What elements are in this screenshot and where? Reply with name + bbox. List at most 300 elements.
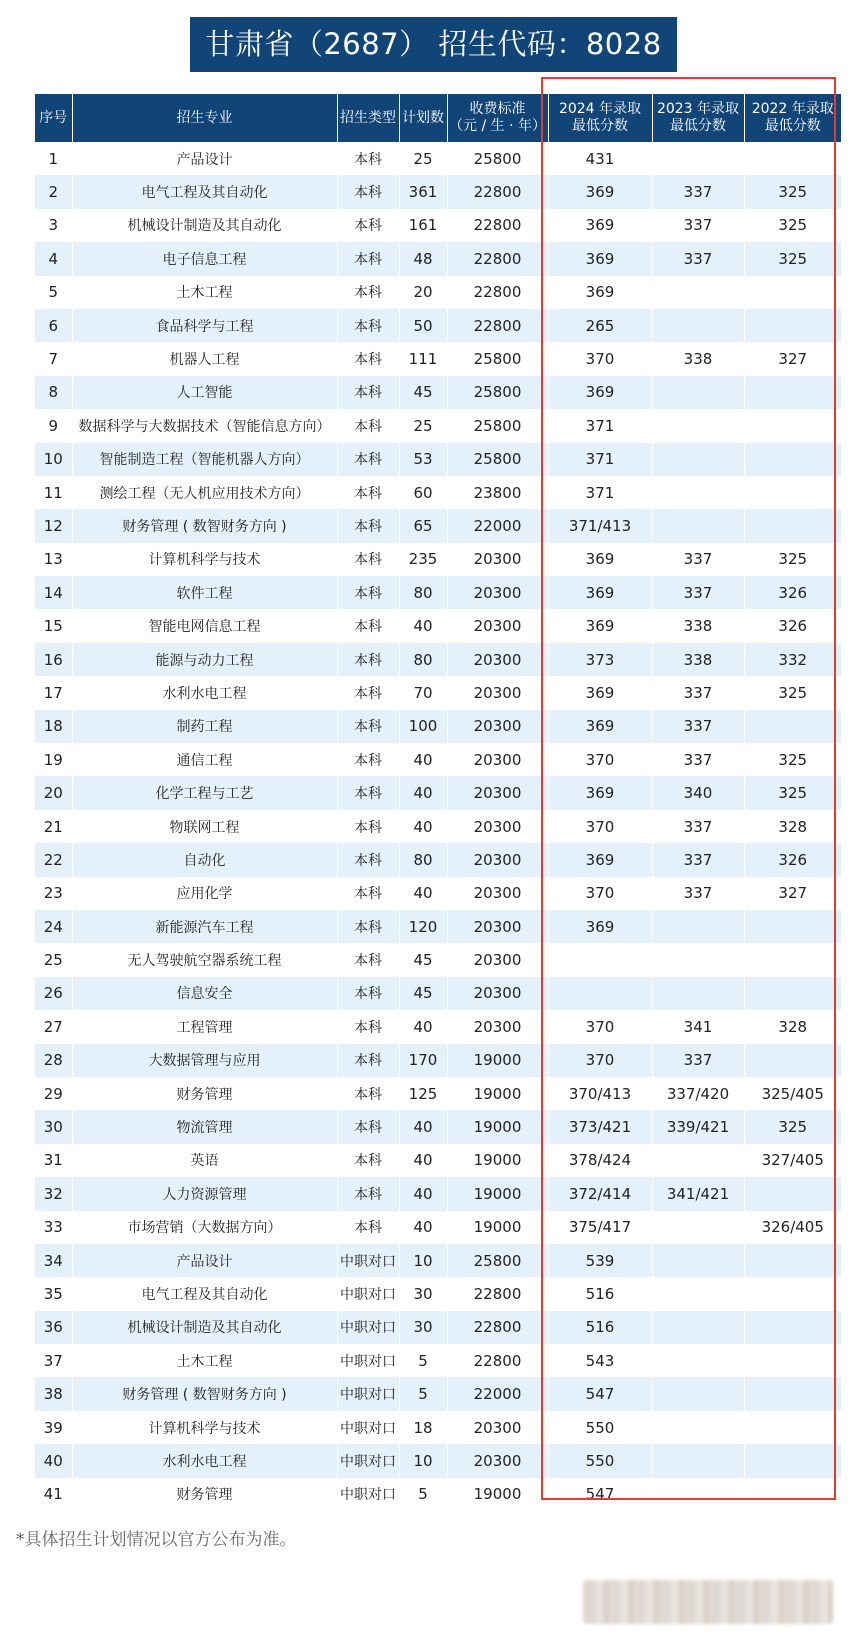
admission-table <box>35 94 841 1511</box>
cell-score-2023: 337 <box>652 810 744 843</box>
cell-score-2024: 543 <box>548 1344 652 1377</box>
cell-score-2024: 370 <box>548 743 652 776</box>
cell-score-2024: 265 <box>548 309 652 342</box>
cell-fee: 25800 <box>447 1244 548 1277</box>
cell-no: 25 <box>35 943 72 976</box>
cell-score-2024: 369 <box>548 376 652 409</box>
table-row <box>35 710 841 743</box>
table-row <box>35 376 841 409</box>
cell-no: 34 <box>35 1244 72 1277</box>
cell-plan: 45 <box>399 977 447 1010</box>
cell-fee: 20300 <box>447 1010 548 1043</box>
cell-no: 26 <box>35 977 72 1010</box>
cell-major: 电气工程及其自动化 <box>72 1277 337 1310</box>
table-row <box>35 1478 841 1511</box>
cell-plan: 48 <box>399 242 447 275</box>
cell-major: 电子信息工程 <box>72 242 337 275</box>
cell-plan: 40 <box>399 1144 447 1177</box>
cell-no: 28 <box>35 1044 72 1077</box>
cell-score-2022 <box>744 943 841 976</box>
cell-type: 本科 <box>337 576 399 609</box>
table-row <box>35 643 841 676</box>
cell-score-2024: 370 <box>548 1044 652 1077</box>
cell-score-2022: 326 <box>744 609 841 642</box>
cell-score-2023: 337 <box>652 175 744 208</box>
cell-major: 市场营销（大数据方向） <box>72 1211 337 1244</box>
page-title: 甘肃省（2687） 招生代码：8028 <box>190 17 677 72</box>
table-row <box>35 509 841 542</box>
cell-score-2022 <box>744 476 841 509</box>
cell-score-2024: 547 <box>548 1478 652 1511</box>
header-2023 <box>652 94 744 142</box>
cell-plan: 161 <box>399 209 447 242</box>
cell-score-2024: 550 <box>548 1411 652 1444</box>
cell-score-2022: 328 <box>744 1010 841 1043</box>
cell-major: 电气工程及其自动化 <box>72 175 337 208</box>
cell-type: 中职对口 <box>337 1411 399 1444</box>
cell-score-2022: 325 <box>744 676 841 709</box>
table-row <box>35 1277 841 1310</box>
cell-type: 本科 <box>337 543 399 576</box>
cell-major: 工程管理 <box>72 1010 337 1043</box>
cell-no: 13 <box>35 543 72 576</box>
cell-type: 本科 <box>337 175 399 208</box>
cell-major: 财务管理 ( 数智财务方向 ) <box>72 1377 337 1410</box>
cell-no: 8 <box>35 376 72 409</box>
header-2024-line2: 最低分数 <box>572 118 628 134</box>
cell-plan: 170 <box>399 1044 447 1077</box>
cell-plan: 40 <box>399 743 447 776</box>
cell-major: 物联网工程 <box>72 810 337 843</box>
table-row <box>35 242 841 275</box>
cell-score-2022 <box>744 1044 841 1077</box>
header-no: 序号 <box>35 94 72 142</box>
cell-score-2024: 371/413 <box>548 509 652 542</box>
cell-score-2023: 337 <box>652 743 744 776</box>
cell-type: 本科 <box>337 276 399 309</box>
cell-plan: 25 <box>399 142 447 175</box>
cell-no: 38 <box>35 1377 72 1410</box>
cell-major: 智能电网信息工程 <box>72 609 337 642</box>
table-row <box>35 609 841 642</box>
cell-no: 2 <box>35 175 72 208</box>
cell-fee: 20300 <box>447 977 548 1010</box>
cell-major: 机械设计制造及其自动化 <box>72 1311 337 1344</box>
cell-type: 本科 <box>337 843 399 876</box>
cell-fee: 22800 <box>447 276 548 309</box>
cell-score-2022 <box>744 443 841 476</box>
cell-score-2023 <box>652 1311 744 1344</box>
cell-major: 产品设计 <box>72 142 337 175</box>
cell-fee: 20300 <box>447 776 548 809</box>
cell-score-2022 <box>744 1444 841 1477</box>
cell-plan: 80 <box>399 843 447 876</box>
cell-type: 本科 <box>337 776 399 809</box>
cell-score-2022: 326 <box>744 843 841 876</box>
cell-type: 本科 <box>337 676 399 709</box>
cell-fee: 20300 <box>447 643 548 676</box>
cell-score-2022: 327 <box>744 342 841 375</box>
header-fee-line1: 收费标准 <box>469 101 526 117</box>
cell-score-2024: 373 <box>548 643 652 676</box>
cell-type: 本科 <box>337 977 399 1010</box>
cell-type: 本科 <box>337 943 399 976</box>
cell-score-2024: 431 <box>548 142 652 175</box>
cell-score-2022 <box>744 309 841 342</box>
cell-no: 32 <box>35 1177 72 1210</box>
cell-major: 英语 <box>72 1144 337 1177</box>
cell-plan: 5 <box>399 1478 447 1511</box>
cell-plan: 10 <box>399 1444 447 1477</box>
cell-score-2023: 337 <box>652 877 744 910</box>
cell-score-2023 <box>652 1444 744 1477</box>
cell-type: 本科 <box>337 1010 399 1043</box>
cell-score-2024: 375/417 <box>548 1211 652 1244</box>
cell-score-2022: 326 <box>744 576 841 609</box>
cell-type: 本科 <box>337 810 399 843</box>
cell-no: 21 <box>35 810 72 843</box>
cell-score-2022 <box>744 1478 841 1511</box>
cell-score-2023 <box>652 1377 744 1410</box>
cell-score-2023 <box>652 476 744 509</box>
cell-score-2022: 332 <box>744 643 841 676</box>
cell-plan: 70 <box>399 676 447 709</box>
cell-plan: 10 <box>399 1244 447 1277</box>
cell-score-2023 <box>652 1144 744 1177</box>
cell-fee: 22800 <box>447 1277 548 1310</box>
cell-no: 6 <box>35 309 72 342</box>
cell-no: 19 <box>35 743 72 776</box>
cell-type: 本科 <box>337 1110 399 1143</box>
cell-score-2024: 369 <box>548 776 652 809</box>
cell-score-2022 <box>744 1311 841 1344</box>
cell-major: 水利水电工程 <box>72 1444 337 1477</box>
cell-type: 本科 <box>337 242 399 275</box>
cell-major: 机器人工程 <box>72 342 337 375</box>
cell-major: 制药工程 <box>72 710 337 743</box>
cell-score-2022 <box>744 710 841 743</box>
cell-score-2023 <box>652 409 744 442</box>
blurred-watermark <box>583 1580 833 1624</box>
cell-type: 中职对口 <box>337 1478 399 1511</box>
cell-type: 本科 <box>337 376 399 409</box>
cell-plan: 20 <box>399 276 447 309</box>
cell-major: 财务管理 <box>72 1077 337 1110</box>
cell-no: 3 <box>35 209 72 242</box>
cell-fee: 19000 <box>447 1110 548 1143</box>
cell-plan: 80 <box>399 643 447 676</box>
cell-plan: 40 <box>399 1110 447 1143</box>
cell-no: 17 <box>35 676 72 709</box>
cell-score-2024: 369 <box>548 242 652 275</box>
cell-major: 土木工程 <box>72 276 337 309</box>
cell-score-2023: 338 <box>652 609 744 642</box>
cell-no: 18 <box>35 710 72 743</box>
cell-score-2023 <box>652 943 744 976</box>
cell-plan: 40 <box>399 776 447 809</box>
cell-major: 无人驾驶航空器系统工程 <box>72 943 337 976</box>
cell-type: 本科 <box>337 142 399 175</box>
cell-fee: 19000 <box>447 1044 548 1077</box>
table-row <box>35 877 841 910</box>
cell-score-2024: 369 <box>548 910 652 943</box>
cell-plan: 40 <box>399 810 447 843</box>
cell-score-2023: 337 <box>652 543 744 576</box>
cell-plan: 18 <box>399 1411 447 1444</box>
cell-major: 测绘工程（无人机应用技术方向） <box>72 476 337 509</box>
cell-plan: 25 <box>399 409 447 442</box>
table-row <box>35 576 841 609</box>
cell-score-2024: 373/421 <box>548 1110 652 1143</box>
cell-fee: 22800 <box>447 1311 548 1344</box>
table-row <box>35 175 841 208</box>
cell-major: 产品设计 <box>72 1244 337 1277</box>
cell-type: 中职对口 <box>337 1377 399 1410</box>
cell-plan: 361 <box>399 175 447 208</box>
cell-score-2022 <box>744 376 841 409</box>
cell-fee: 25800 <box>447 376 548 409</box>
cell-major: 机械设计制造及其自动化 <box>72 209 337 242</box>
table-row <box>35 776 841 809</box>
cell-score-2022 <box>744 142 841 175</box>
cell-score-2023: 338 <box>652 342 744 375</box>
cell-fee: 20300 <box>447 543 548 576</box>
cell-score-2022: 325 <box>744 175 841 208</box>
cell-fee: 20300 <box>447 810 548 843</box>
cell-score-2023: 341 <box>652 1010 744 1043</box>
cell-type: 本科 <box>337 743 399 776</box>
cell-score-2024: 372/414 <box>548 1177 652 1210</box>
cell-type: 本科 <box>337 1044 399 1077</box>
cell-no: 23 <box>35 877 72 910</box>
cell-score-2022 <box>744 509 841 542</box>
cell-fee: 25800 <box>447 443 548 476</box>
cell-score-2022 <box>744 977 841 1010</box>
cell-score-2023 <box>652 376 744 409</box>
cell-score-2023: 339/421 <box>652 1110 744 1143</box>
cell-no: 33 <box>35 1211 72 1244</box>
cell-score-2022 <box>744 1377 841 1410</box>
cell-major: 计算机科学与技术 <box>72 543 337 576</box>
cell-type: 中职对口 <box>337 1344 399 1377</box>
header-fee <box>447 94 548 142</box>
cell-type: 本科 <box>337 1211 399 1244</box>
cell-type: 本科 <box>337 609 399 642</box>
footnote: *具体招生计划情况以官方公布为准。 <box>16 1530 297 1550</box>
table-row <box>35 276 841 309</box>
cell-score-2024: 369 <box>548 576 652 609</box>
cell-major: 自动化 <box>72 843 337 876</box>
cell-fee: 22800 <box>447 1344 548 1377</box>
cell-no: 5 <box>35 276 72 309</box>
header-major: 招生专业 <box>72 94 337 142</box>
cell-type: 本科 <box>337 1077 399 1110</box>
cell-score-2024: 516 <box>548 1311 652 1344</box>
cell-fee: 23800 <box>447 476 548 509</box>
cell-score-2023 <box>652 977 744 1010</box>
cell-score-2024: 369 <box>548 676 652 709</box>
cell-fee: 22800 <box>447 175 548 208</box>
cell-score-2024: 550 <box>548 1444 652 1477</box>
cell-fee: 20300 <box>447 676 548 709</box>
cell-type: 中职对口 <box>337 1244 399 1277</box>
cell-score-2023 <box>652 276 744 309</box>
cell-fee: 20300 <box>447 743 548 776</box>
cell-score-2024: 369 <box>548 276 652 309</box>
cell-major: 水利水电工程 <box>72 676 337 709</box>
cell-type: 中职对口 <box>337 1311 399 1344</box>
cell-no: 29 <box>35 1077 72 1110</box>
cell-score-2022 <box>744 910 841 943</box>
cell-score-2022: 325 <box>744 543 841 576</box>
table-row <box>35 1344 841 1377</box>
table-row <box>35 543 841 576</box>
cell-score-2022: 327 <box>744 877 841 910</box>
table-row <box>35 409 841 442</box>
table-row <box>35 810 841 843</box>
cell-fee: 22000 <box>447 1377 548 1410</box>
table-header <box>35 94 841 142</box>
header-2022-line2: 最低分数 <box>764 118 821 134</box>
cell-score-2022: 325 <box>744 209 841 242</box>
cell-score-2024: 547 <box>548 1377 652 1410</box>
cell-score-2023 <box>652 142 744 175</box>
cell-no: 35 <box>35 1277 72 1310</box>
cell-major: 物流管理 <box>72 1110 337 1143</box>
cell-score-2022: 328 <box>744 810 841 843</box>
cell-score-2024: 370 <box>548 810 652 843</box>
cell-score-2022: 325/405 <box>744 1077 841 1110</box>
table-row <box>35 209 841 242</box>
cell-score-2023 <box>652 1344 744 1377</box>
cell-major: 信息安全 <box>72 977 337 1010</box>
table-row <box>35 843 841 876</box>
table-row <box>35 1010 841 1043</box>
cell-major: 通信工程 <box>72 743 337 776</box>
cell-fee: 20300 <box>447 1444 548 1477</box>
cell-score-2023 <box>652 1478 744 1511</box>
cell-major: 能源与动力工程 <box>72 643 337 676</box>
cell-score-2022 <box>744 409 841 442</box>
cell-no: 40 <box>35 1444 72 1477</box>
cell-type: 本科 <box>337 476 399 509</box>
cell-no: 41 <box>35 1478 72 1511</box>
cell-major: 食品科学与工程 <box>72 309 337 342</box>
cell-major: 财务管理 ( 数智财务方向 ) <box>72 509 337 542</box>
cell-plan: 45 <box>399 943 447 976</box>
table-row <box>35 1444 841 1477</box>
cell-score-2022 <box>744 1411 841 1444</box>
cell-plan: 100 <box>399 710 447 743</box>
cell-no: 9 <box>35 409 72 442</box>
admission-table-container <box>35 94 841 1511</box>
cell-score-2023: 337 <box>652 242 744 275</box>
cell-no: 4 <box>35 242 72 275</box>
table-row <box>35 943 841 976</box>
cell-plan: 65 <box>399 509 447 542</box>
cell-plan: 5 <box>399 1344 447 1377</box>
table-row <box>35 676 841 709</box>
cell-type: 中职对口 <box>337 1277 399 1310</box>
table-row <box>35 1077 841 1110</box>
cell-type: 本科 <box>337 209 399 242</box>
cell-plan: 30 <box>399 1277 447 1310</box>
cell-fee: 20300 <box>447 609 548 642</box>
table-row <box>35 309 841 342</box>
cell-score-2023: 337 <box>652 676 744 709</box>
cell-fee: 19000 <box>447 1077 548 1110</box>
cell-fee: 20300 <box>447 576 548 609</box>
cell-major: 计算机科学与技术 <box>72 1411 337 1444</box>
cell-score-2024: 369 <box>548 543 652 576</box>
cell-score-2022: 325 <box>744 776 841 809</box>
header-2024-line1: 2024 年录取 <box>558 101 642 117</box>
cell-score-2022: 325 <box>744 743 841 776</box>
cell-score-2024: 370 <box>548 877 652 910</box>
cell-no: 12 <box>35 509 72 542</box>
cell-no: 31 <box>35 1144 72 1177</box>
cell-plan: 50 <box>399 309 447 342</box>
cell-type: 中职对口 <box>337 1444 399 1477</box>
cell-score-2022 <box>744 276 841 309</box>
table-row <box>35 1311 841 1344</box>
cell-score-2022 <box>744 1244 841 1277</box>
cell-type: 本科 <box>337 309 399 342</box>
cell-score-2024: 370/413 <box>548 1077 652 1110</box>
cell-plan: 45 <box>399 376 447 409</box>
cell-no: 16 <box>35 643 72 676</box>
cell-plan: 40 <box>399 609 447 642</box>
cell-plan: 40 <box>399 877 447 910</box>
cell-type: 本科 <box>337 877 399 910</box>
table-row <box>35 1144 841 1177</box>
cell-score-2022: 326/405 <box>744 1211 841 1244</box>
cell-major: 新能源汽车工程 <box>72 910 337 943</box>
cell-major: 土木工程 <box>72 1344 337 1377</box>
table-row <box>35 743 841 776</box>
cell-plan: 53 <box>399 443 447 476</box>
cell-type: 本科 <box>337 710 399 743</box>
table-row <box>35 1411 841 1444</box>
cell-plan: 80 <box>399 576 447 609</box>
cell-no: 14 <box>35 576 72 609</box>
header-2024 <box>548 94 652 142</box>
cell-score-2024: 378/424 <box>548 1144 652 1177</box>
cell-no: 22 <box>35 843 72 876</box>
cell-fee: 22800 <box>447 242 548 275</box>
cell-fee: 20300 <box>447 877 548 910</box>
cell-major: 软件工程 <box>72 576 337 609</box>
cell-score-2023: 337/420 <box>652 1077 744 1110</box>
cell-fee: 20300 <box>447 843 548 876</box>
cell-score-2024: 371 <box>548 476 652 509</box>
header-2022 <box>744 94 841 142</box>
cell-fee: 19000 <box>447 1211 548 1244</box>
cell-type: 本科 <box>337 1177 399 1210</box>
cell-score-2022: 325 <box>744 1110 841 1143</box>
table-row <box>35 443 841 476</box>
cell-score-2024: 369 <box>548 209 652 242</box>
cell-type: 本科 <box>337 409 399 442</box>
header-type: 招生类型 <box>337 94 399 142</box>
table-row <box>35 142 841 175</box>
table-row <box>35 476 841 509</box>
cell-fee: 20300 <box>447 910 548 943</box>
cell-type: 本科 <box>337 910 399 943</box>
cell-type: 本科 <box>337 1144 399 1177</box>
cell-no: 1 <box>35 142 72 175</box>
cell-type: 本科 <box>337 443 399 476</box>
